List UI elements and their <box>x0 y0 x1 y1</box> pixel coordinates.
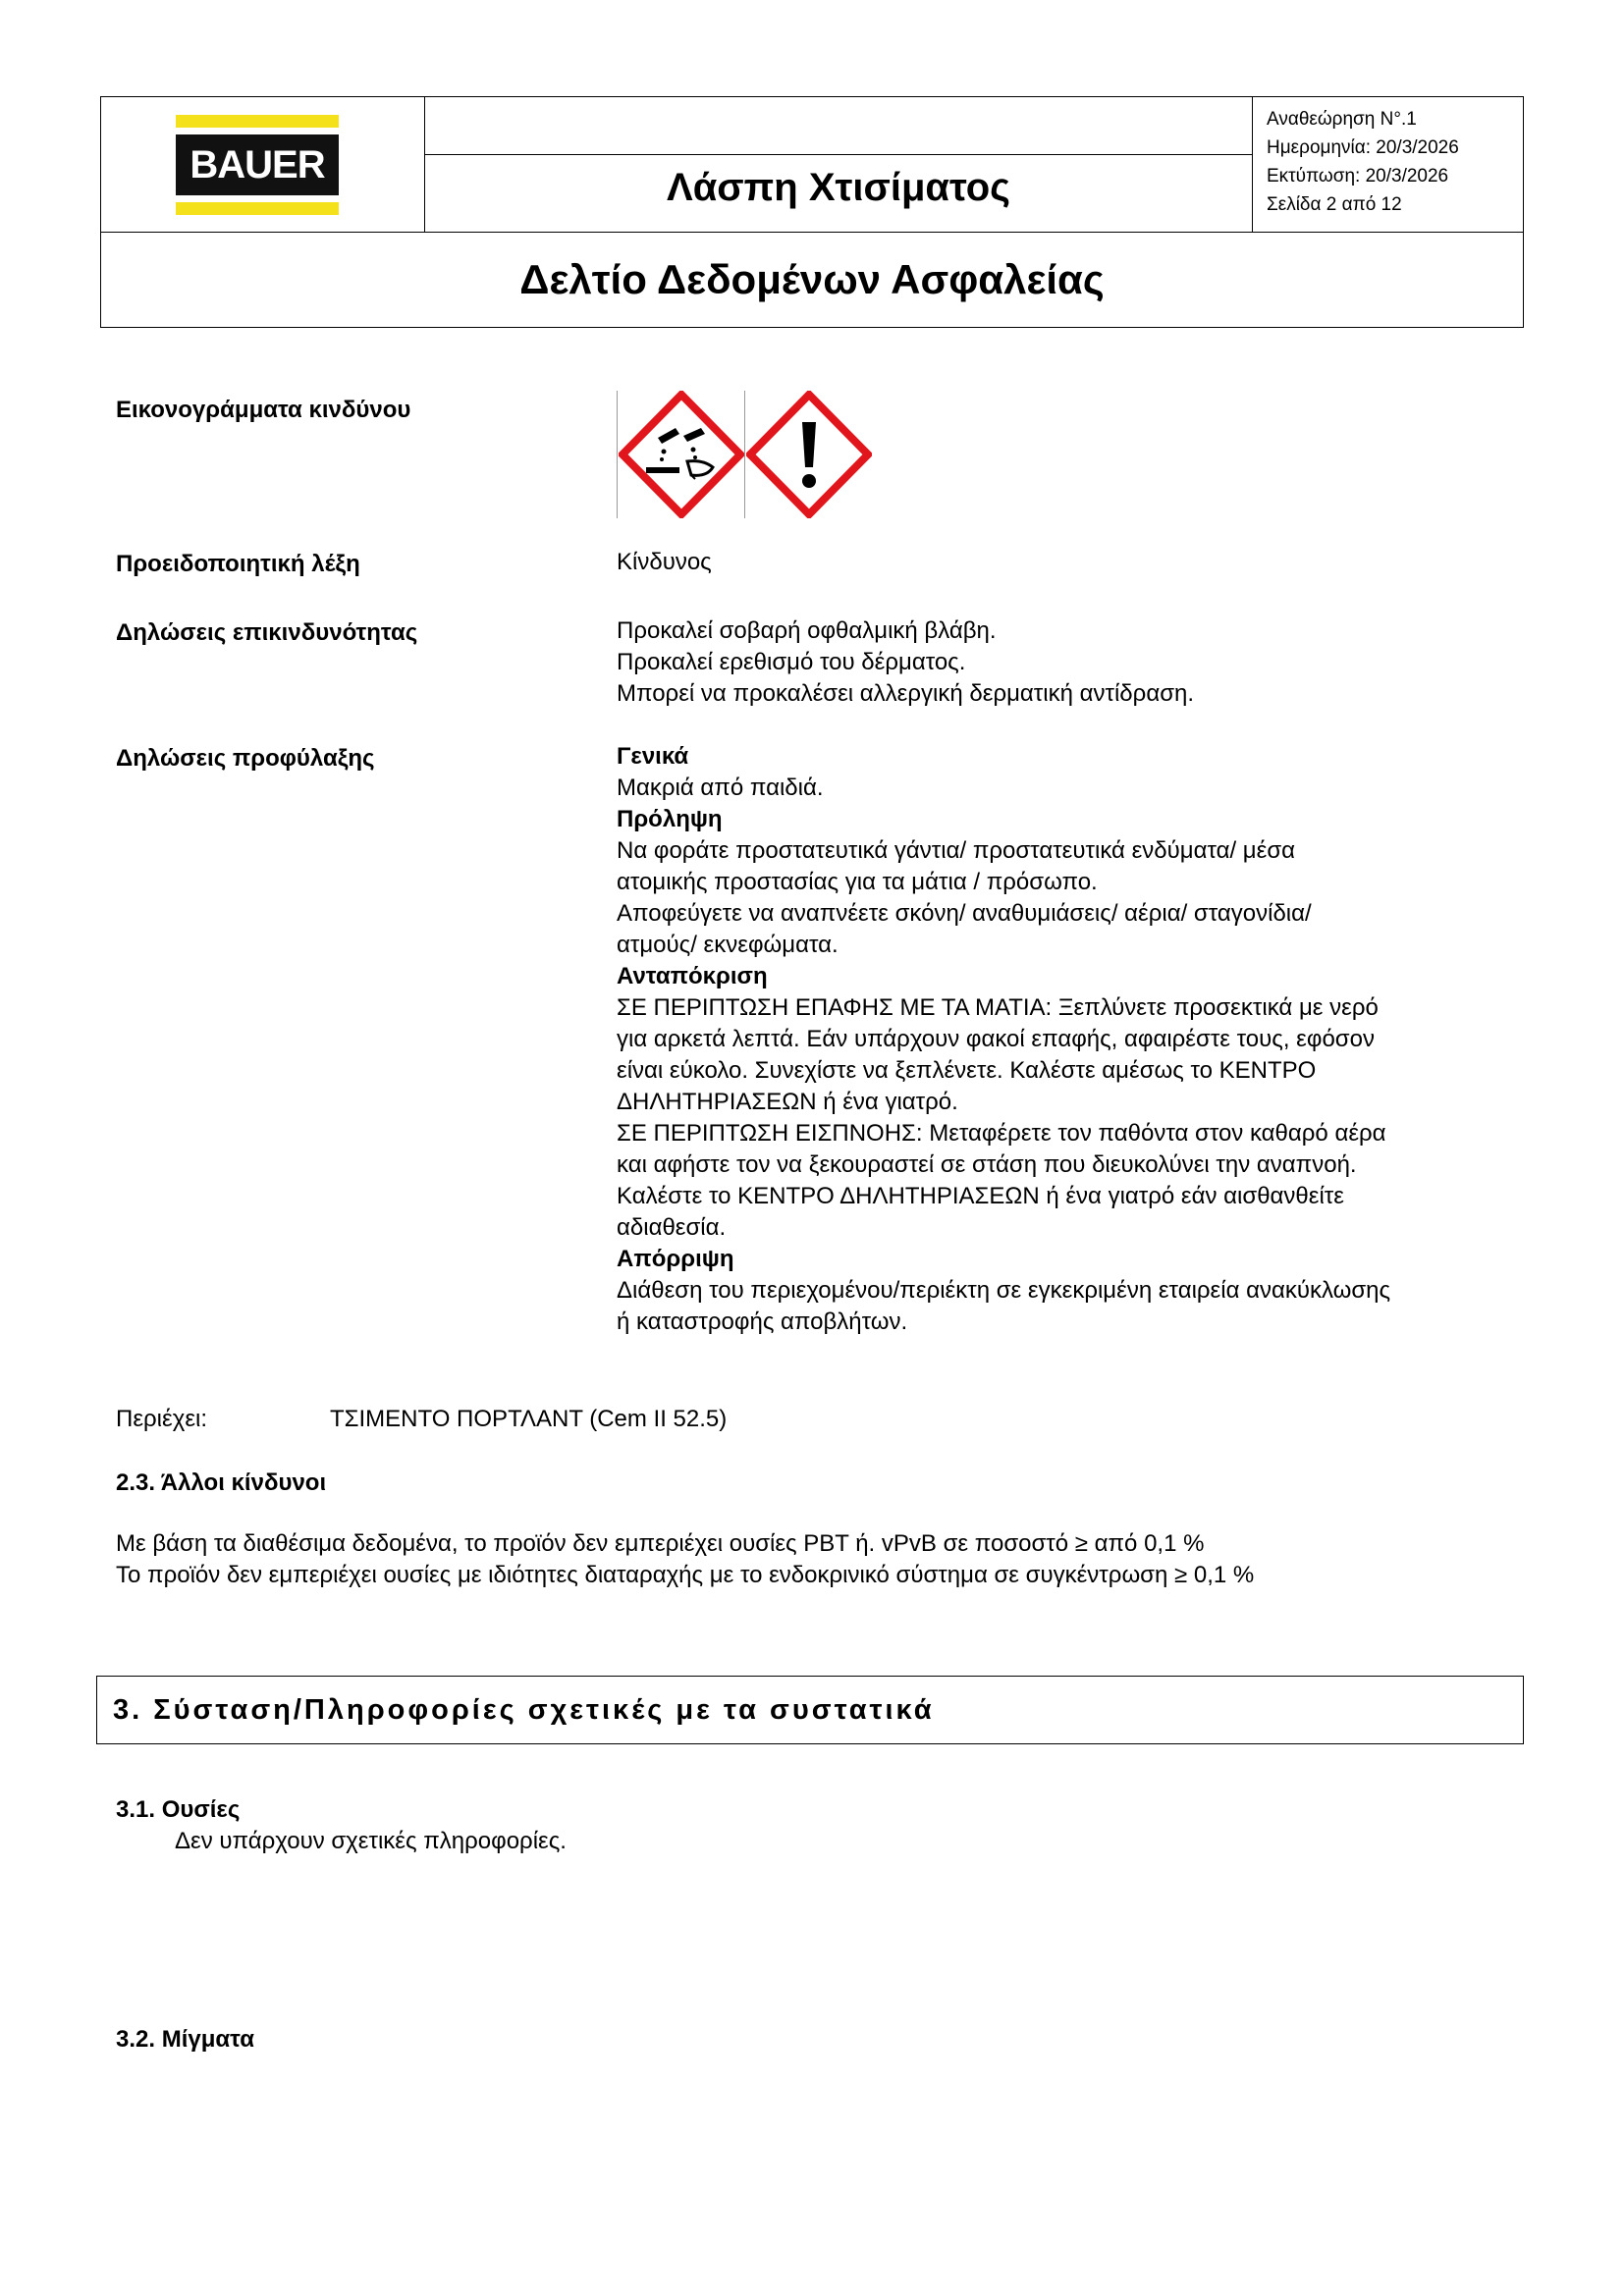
precaution-response-title: Ανταπόκριση <box>617 963 768 989</box>
logo-cell <box>101 97 425 232</box>
precaution-line: ΣΕ ΠΕΡΙΠΤΩΣΗ ΕΠΑΦΗΣ ΜΕ ΤΑ ΜΑΤΙΑ: Ξεπλύνετε προσεκτικά με νερό <box>617 994 1379 1021</box>
hazard-statement: Προκαλεί ερεθισμό του δέρματος. <box>617 649 966 675</box>
signal-word-value: Κίνδυνος <box>617 549 712 575</box>
hazard-pictograms <box>613 391 872 518</box>
picto-divider-mid <box>744 391 745 518</box>
hazard-statement: Προκαλεί σοβαρή οφθαλμική βλάβη. <box>617 617 997 644</box>
other-hazards-line: Με βάση τα διαθέσιμα δεδομένα, το προϊόν δεν εμπεριέχει ουσίες PBT ή. vPvB σε ποσοστό ≥ από 0,1 % <box>116 1530 1205 1557</box>
precaution-label: Δηλώσεις προφύλαξης <box>116 745 375 772</box>
contains-label: Περιέχει: <box>116 1406 208 1432</box>
precaution-line: Μακριά από παιδιά. <box>617 774 824 801</box>
product-name: Λάσπη Χτισίματος <box>667 166 1010 209</box>
hazard-statements-label: Δηλώσεις επικινδυνότητας <box>116 619 418 646</box>
document-title: Δελτίο Δεδομένων Ασφαλείας <box>101 232 1523 329</box>
picto-divider-left <box>617 391 618 518</box>
revision-date: Ημερομηνία: 20/3/2026 <box>1267 137 1459 158</box>
product-cell <box>425 97 1253 232</box>
precaution-line: ΣΕ ΠΕΡΙΠΤΩΣΗ ΕΙΣΠΝΟΗΣ: Μεταφέρετε τον παθόντα στον καθαρό αέρα <box>617 1120 1386 1147</box>
other-hazards-text <box>116 1528 1254 1591</box>
precaution-disposal-title: Απόρριψη <box>617 1246 734 1272</box>
precaution-line: για αρκετά λεπτά. Εάν υπάρχουν φακοί επαφής, αφαιρέστε τους, εφόσον <box>617 1026 1375 1052</box>
bauer-logo <box>176 115 339 215</box>
precaution-line: ΔΗΛΗΤΗΡΙΑΣΕΩΝ ή ένα γιατρό. <box>617 1089 958 1115</box>
logo-bar-bottom <box>176 202 339 215</box>
precaution-general-title: Γενικά <box>617 743 689 770</box>
exclamation-mark-icon <box>746 391 872 518</box>
pictograms-label: Εικονογράμματα κινδύνου <box>116 397 411 423</box>
precaution-line: Να φοράτε προστατευτικά γάντια/ προστατευτικά ενδύματα/ μέσα <box>617 837 1296 864</box>
substances-text: Δεν υπάρχουν σχετικές πληροφορίες. <box>175 1828 567 1854</box>
precaution-line: είναι εύκολο. Συνεχίστε να ξεπλένετε. Καλέστε αμέσως το ΚΕΝΤΡΟ <box>617 1057 1317 1084</box>
document-header <box>100 96 1524 328</box>
other-hazards-line: Το προϊόν δεν εμπεριέχει ουσίες με ιδιότητες διαταραχής με το ενδοκρινικό σύστημα σε συγκέντρωση ≥ 0,1 % <box>116 1562 1255 1588</box>
hazard-statement: Μπορεί να προκαλέσει αλλεργική δερματική αντίδραση. <box>617 680 1195 707</box>
print-date: Εκτύπωση: 20/3/2026 <box>1267 166 1449 187</box>
precaution-line: αδιαθεσία. <box>617 1214 727 1241</box>
precaution-prevention-title: Πρόληψη <box>617 806 723 832</box>
page-number: Σελίδα 2 από 12 <box>1267 194 1402 215</box>
precaution-line: Διάθεση του περιεχομένου/περιέκτη σε εγκεκριμένη εταιρεία ανακύκλωσης <box>617 1277 1391 1304</box>
precaution-line: και αφήστε τον να ξεκουραστεί σε στάση που διευκολύνει την αναπνοή. <box>617 1151 1357 1178</box>
logo-bar-top <box>176 115 339 128</box>
precaution-line: ή καταστροφής αποβλήτων. <box>617 1308 908 1335</box>
contains-value: ΤΣΙΜΕΝΤΟ ΠΟΡΤΛΑΝΤ (Cem II 52.5) <box>330 1406 728 1432</box>
precaution-line: Καλέστε το ΚΕΝΤΡΟ ΔΗΛΗΤΗΡΙΑΣΕΩΝ ή ένα γιατρό εάν αισθανθείτε <box>617 1183 1344 1209</box>
section-3-title: 3. Σύσταση/Πληροφορίες σχετικές με τα συστατικά <box>96 1676 1524 1744</box>
product-cell-top <box>425 97 1252 155</box>
precaution-line: ατομικής προστασίας για τα μάτια / πρόσωπο. <box>617 869 1098 895</box>
precaution-line: ατμούς/ εκνεφώματα. <box>617 932 839 958</box>
other-hazards-title: 2.3. Άλλοι κίνδυνοι <box>116 1469 327 1496</box>
mixtures-title: 3.2. Μίγματα <box>116 2026 254 2053</box>
revision-number: Αναθεώρηση N°.1 <box>1267 109 1417 130</box>
hazard-statements <box>617 615 1194 710</box>
revision-info <box>1253 97 1525 232</box>
signal-word-label: Προειδοποιητική λέξη <box>116 551 360 577</box>
precaution-line: Αποφεύγετε να αναπνέετε σκόνη/ αναθυμιάσεις/ αέρια/ σταγονίδια/ <box>617 900 1312 927</box>
corrosion-icon <box>619 391 744 518</box>
substances-title: 3.1. Ουσίες <box>116 1796 241 1823</box>
precaution-statements <box>617 741 1530 1338</box>
logo-text: BAUER <box>176 134 339 195</box>
